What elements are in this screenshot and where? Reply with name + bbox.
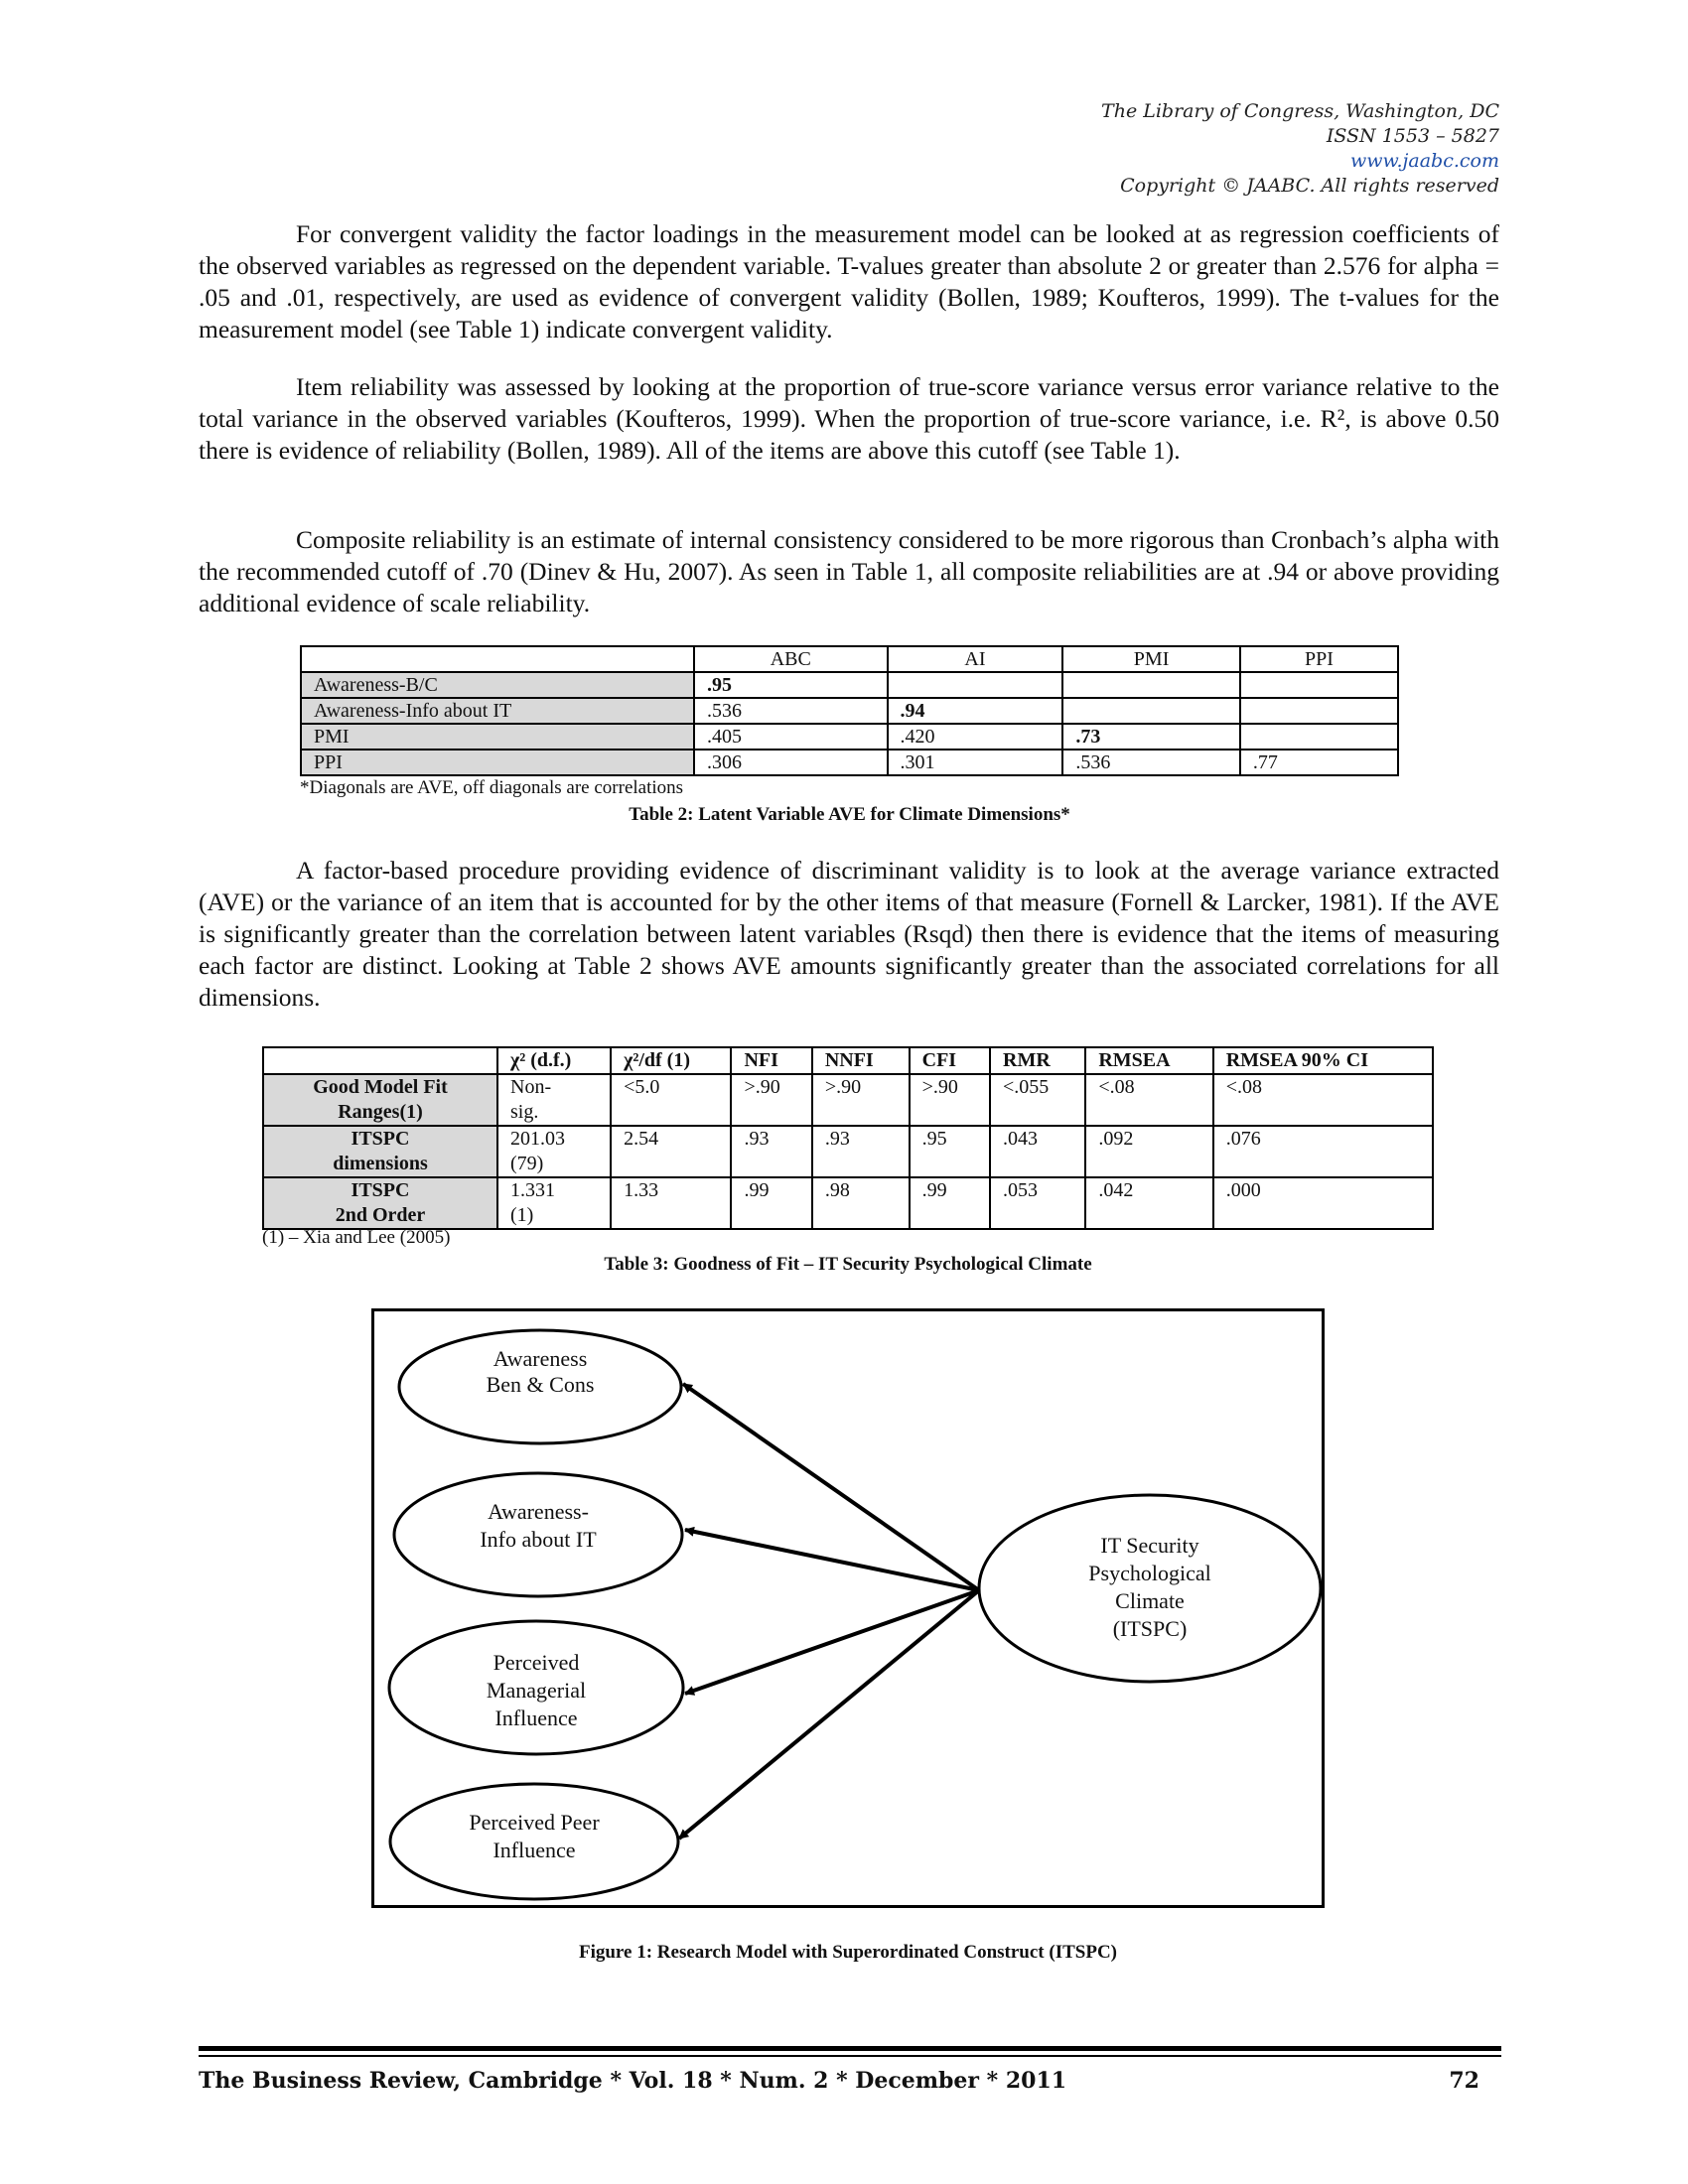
table-3-row-label-line1: Good Model Fit bbox=[313, 1076, 448, 1098]
table-3-col-header: χ²/df (1) bbox=[611, 1047, 731, 1074]
table-3-cell: .092 bbox=[1085, 1126, 1212, 1177]
arrow-to-perceived-managerial-influence bbox=[685, 1590, 979, 1694]
node-label: Climate bbox=[1115, 1588, 1185, 1613]
table-3-cell: .93 bbox=[731, 1126, 811, 1177]
table-3-row-label-line1: ITSPC bbox=[351, 1128, 410, 1150]
node-label: (ITSPC) bbox=[1112, 1616, 1188, 1641]
table-3-cell: >.90 bbox=[910, 1074, 990, 1126]
table-3-cell: .99 bbox=[731, 1177, 811, 1229]
table-3-cell: .000 bbox=[1213, 1177, 1433, 1229]
table-3-row-label-line2: dimensions bbox=[333, 1153, 428, 1174]
table-3-cell: .042 bbox=[1085, 1177, 1212, 1229]
figure-1-caption: Figure 1: Research Model with Superordinated Construct (ITSPC) bbox=[578, 1942, 1117, 1963]
node-label: Info about IT bbox=[480, 1527, 597, 1552]
table-3-col-header: NNFI bbox=[812, 1047, 910, 1074]
table-3-cell: 2.54 bbox=[611, 1126, 731, 1177]
header-copyright: Copyright © JAABC. All rights reserved bbox=[1120, 175, 1499, 197]
table-2-row-label: Awareness-Info about IT bbox=[301, 698, 694, 724]
table-3-col-header: RMSEA bbox=[1085, 1047, 1212, 1074]
table-3-cell: <5.0 bbox=[611, 1074, 731, 1126]
paragraph-convergent-validity: For convergent validity the factor loadings in the measurement model can be looked at as regression coefficients of the observed variables as regressed on the dependent variable. T-values greater than absolute 2 or greater than 2.576 for alpha = .05 and .01, respectively, are used as evidence of convergent validity (Bollen, 1989; Koufteros, 1999). The t-values for the measurement model (see Table 1) indicate convergent validity. bbox=[199, 219, 1499, 343]
table-row bbox=[263, 1074, 1433, 1126]
table-2-note: *Diagonals are AVE, off diagonals are correlations bbox=[300, 777, 684, 798]
table-3-row-label bbox=[263, 1177, 497, 1229]
table-2-cell: .536 bbox=[694, 698, 888, 724]
table-3-cell: Non- sig. bbox=[497, 1074, 611, 1126]
node-label: Influence bbox=[492, 1838, 576, 1862]
page-footer bbox=[199, 2068, 1479, 2094]
table-3-goodness-of-fit bbox=[262, 1046, 1434, 1230]
table-row bbox=[301, 698, 1398, 724]
table-3-row-label-line1: ITSPC bbox=[351, 1179, 410, 1201]
table-3-row-label bbox=[263, 1074, 497, 1126]
paragraph-discriminant-validity: A factor-based procedure providing evidence of discriminant validity is to look at the average variance extracted (AVE) or the variance of an item that is accounted for by the other items of that measure (Fornell & Larcker, 1981). If the AVE is significantly greater than the correlation between latent variables (Rsqd) then there is evidence that the items of measuring each factor are distinct. Looking at Table 2 shows AVE amounts significantly greater than the associated correlations for all dimensions. bbox=[199, 856, 1499, 1012]
table-2-cell: .536 bbox=[1062, 750, 1239, 775]
table-2-cell bbox=[1062, 698, 1239, 724]
paragraph-item-reliability: Item reliability was assessed by looking at the proportion of true-score variance versus error variance relative to the total variance in the observed variables (Koufteros, 1999). When the proportion of true-score variance, i.e. R², is above 0.50 there is evidence of reliability (Bollen, 1989). All of the items are above this cutoff (see Table 1). bbox=[199, 372, 1499, 465]
table-3-cell: .98 bbox=[812, 1177, 910, 1229]
table-2-row-label: Awareness-B/C bbox=[301, 672, 694, 698]
table-2-row-label: PMI bbox=[301, 724, 694, 750]
table-3-row-label-line2: 2nd Order bbox=[335, 1204, 426, 1226]
node-label: Influence bbox=[494, 1706, 578, 1730]
journal-header bbox=[1101, 99, 1499, 199]
table-3-cell: 201.03 (79) bbox=[497, 1126, 611, 1177]
figure-research-model bbox=[371, 1308, 1325, 1908]
table-2-header-row bbox=[301, 646, 1398, 672]
table-2-cell: .95 bbox=[694, 672, 888, 698]
table-3-cell: .95 bbox=[910, 1126, 990, 1177]
table-2-cell bbox=[1240, 724, 1398, 750]
table-row bbox=[263, 1177, 1433, 1229]
arrow-to-perceived-peer-influence bbox=[679, 1590, 979, 1839]
table-2-ave bbox=[300, 645, 1399, 776]
table-2-cell: .73 bbox=[1062, 724, 1239, 750]
table-2-cell bbox=[1240, 698, 1398, 724]
table-3-row-label bbox=[263, 1126, 497, 1177]
table-2-col-header: PMI bbox=[1062, 646, 1239, 672]
node-label: Managerial bbox=[486, 1678, 587, 1703]
footer-rule bbox=[199, 2046, 1501, 2051]
node-label: Perceived Peer bbox=[469, 1810, 600, 1835]
table-2-cell: .94 bbox=[888, 698, 1063, 724]
node-label: Awareness- bbox=[488, 1499, 589, 1524]
node-label: Perceived bbox=[492, 1650, 580, 1675]
table-3-col-header: χ² (d.f.) bbox=[497, 1047, 611, 1074]
page-number: 72 bbox=[1449, 2068, 1479, 2094]
table-2-cell: .301 bbox=[888, 750, 1063, 775]
header-website-link[interactable]: www.jaabc.com bbox=[1349, 150, 1499, 172]
table-3-cell: <.055 bbox=[990, 1074, 1085, 1126]
table-3-note: (1) – Xia and Lee (2005) bbox=[262, 1227, 451, 1248]
header-issn: ISSN 1553 – 5827 bbox=[1326, 125, 1499, 147]
table-3-cell: >.90 bbox=[812, 1074, 910, 1126]
table-row bbox=[301, 672, 1398, 698]
table-row bbox=[301, 750, 1398, 775]
footer-rule-thin bbox=[199, 2055, 1501, 2057]
table-row bbox=[301, 724, 1398, 750]
table-3-cell: .043 bbox=[990, 1126, 1085, 1177]
table-2-col-header: AI bbox=[888, 646, 1063, 672]
table-3-col-header: RMSEA 90% CI bbox=[1213, 1047, 1433, 1074]
node-label: Awareness bbox=[492, 1346, 588, 1371]
table-2-cell bbox=[1240, 672, 1398, 698]
footer-journal: The Business Review, Cambridge * Vol. 18 * Num. 2 * December * 2011 bbox=[199, 2068, 1067, 2094]
table-2-caption: Table 2: Latent Variable AVE for Climate Dimensions* bbox=[629, 804, 1070, 825]
table-3-caption: Table 3: Goodness of Fit – IT Security Psychological Climate bbox=[604, 1254, 1092, 1275]
table-2-col-header: ABC bbox=[694, 646, 888, 672]
table-3-cell: .053 bbox=[990, 1177, 1085, 1229]
paragraph-composite-reliability: Composite reliability is an estimate of internal consistency considered to be more rigorous than Cronbach’s alpha with the recommended cutoff of .70 (Dinev & Hu, 2007). As seen in Table 1, all composite reliabilities are at .94 or above providing additional evidence of scale reliability. bbox=[199, 525, 1499, 617]
header-library: The Library of Congress, Washington, DC bbox=[1101, 100, 1499, 122]
table-3-cell: .93 bbox=[812, 1126, 910, 1177]
table-3-col-header: CFI bbox=[910, 1047, 990, 1074]
table-2-cell bbox=[1062, 672, 1239, 698]
table-3-cell: 1.331 (1) bbox=[497, 1177, 611, 1229]
table-row bbox=[263, 1126, 1433, 1177]
table-2-col-header: PPI bbox=[1240, 646, 1398, 672]
table-3-cell: <.08 bbox=[1213, 1074, 1433, 1126]
table-3-col-header: RMR bbox=[990, 1047, 1085, 1074]
table-3-cell: <.08 bbox=[1085, 1074, 1212, 1126]
table-2-cell: .77 bbox=[1240, 750, 1398, 775]
table-3-corner-cell bbox=[263, 1047, 497, 1074]
table-3-cell: 1.33 bbox=[611, 1177, 731, 1229]
table-3-col-header: NFI bbox=[731, 1047, 811, 1074]
table-3-cell: >.90 bbox=[731, 1074, 811, 1126]
table-2-corner-cell bbox=[301, 646, 694, 672]
node-label: Ben & Cons bbox=[486, 1372, 595, 1397]
table-3-cell: .99 bbox=[910, 1177, 990, 1229]
table-2-cell: .420 bbox=[888, 724, 1063, 750]
node-label: Psychological bbox=[1088, 1561, 1211, 1585]
table-2-cell: .306 bbox=[694, 750, 888, 775]
table-2-cell bbox=[888, 672, 1063, 698]
table-2-cell: .405 bbox=[694, 724, 888, 750]
table-3-cell: .076 bbox=[1213, 1126, 1433, 1177]
table-3-row-label-line2: Ranges(1) bbox=[338, 1101, 423, 1123]
table-2-row-label: PPI bbox=[301, 750, 694, 775]
table-3-header-row bbox=[263, 1047, 1433, 1074]
node-label: IT Security bbox=[1100, 1533, 1199, 1558]
